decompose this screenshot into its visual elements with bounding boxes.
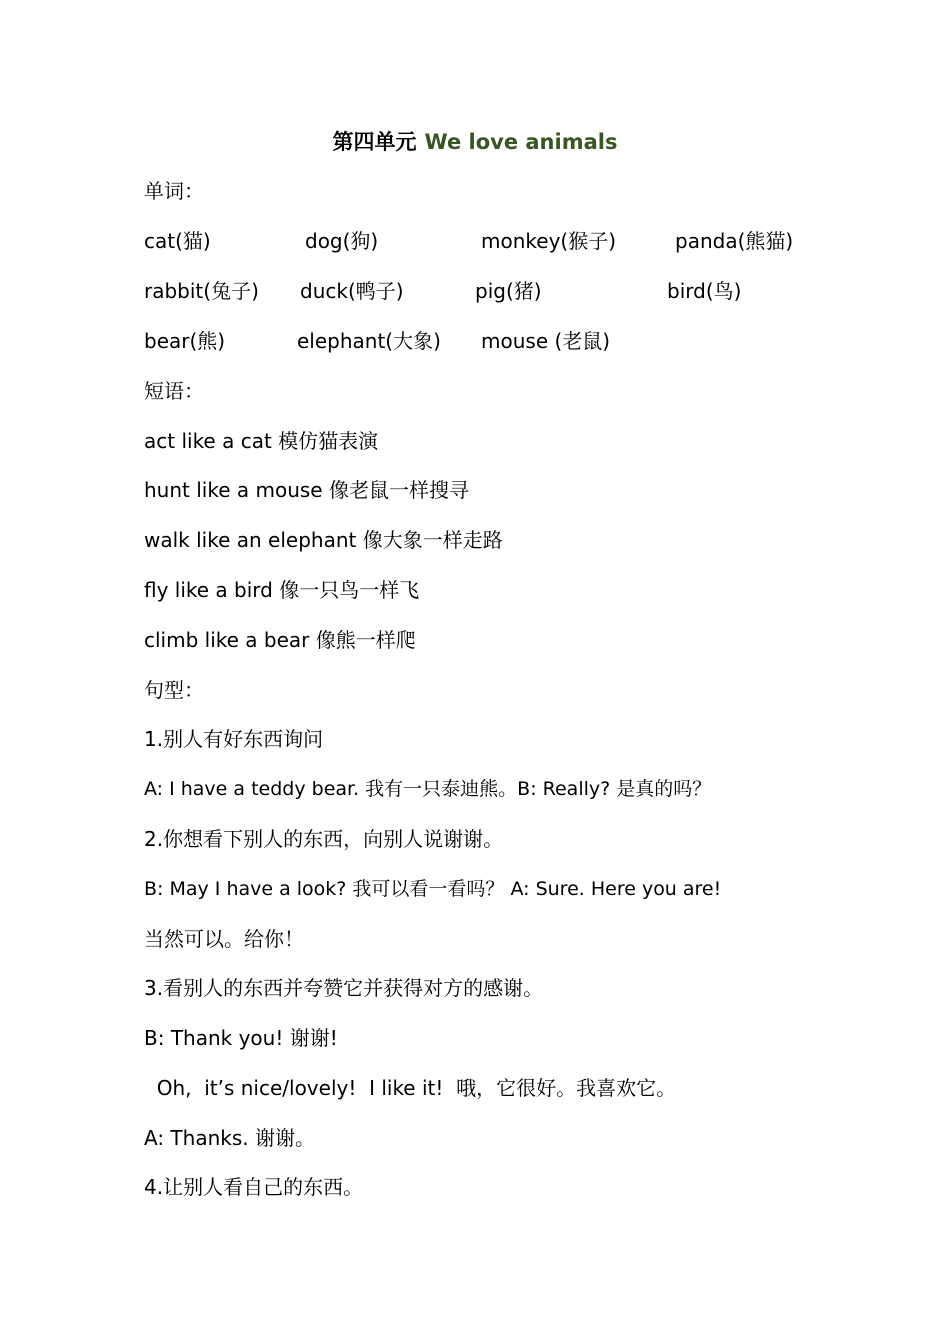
phrase-chinese: 像一只鸟一样飞 xyxy=(279,578,420,602)
vocab-word: bear(熊) xyxy=(144,329,226,353)
phrase-chinese: 模仿猫表演 xyxy=(278,429,379,453)
sentence-line: 3.看别人的东西并夸赞它并获得对方的感谢。 xyxy=(144,976,544,1000)
phrase-item xyxy=(144,427,378,455)
phrase-item xyxy=(144,576,419,604)
title-english: We love animals xyxy=(424,130,618,154)
phrase-chinese: 像老鼠一样搜寻 xyxy=(328,478,469,502)
sentence-line: B: Thank you! 谢谢! xyxy=(144,1026,338,1050)
phrase-item xyxy=(144,526,503,554)
sentence-line: 当然可以。给你！ xyxy=(144,927,304,951)
vocab-word: monkey(猴子) xyxy=(481,229,617,253)
sentences-heading: 句型： xyxy=(144,678,204,702)
sentence-line: 2.你想看下别人的东西，向别人说谢谢。 xyxy=(144,827,504,851)
vocab-heading: 单词： xyxy=(144,179,204,203)
vocab-word: elephant(大象) xyxy=(297,329,441,353)
phrase-chinese: 像熊一样爬 xyxy=(315,628,416,652)
phrase-english: walk like an elephant xyxy=(144,528,357,552)
sentence-line: B: May I have a look? 我可以看一看吗？ A: Sure. Here you are! xyxy=(144,878,722,900)
phrase-item xyxy=(144,476,469,504)
sentence-line: 4.让别人看自己的东西。 xyxy=(144,1175,364,1199)
vocab-word: mouse (老鼠) xyxy=(481,329,611,353)
vocab-word: cat(猫) xyxy=(144,229,211,253)
vocab-word: bird(鸟) xyxy=(667,279,742,303)
vocab-word: rabbit(兔子) xyxy=(144,279,259,303)
vocab-word: panda(熊猫) xyxy=(675,229,794,253)
vocab-word: dog(狗) xyxy=(305,229,379,253)
phrase-english: fly like a bird xyxy=(144,578,273,602)
sentence-line: Oh, it’s nice/lovely! I like it! 哦，它很好。我喜欢它。 xyxy=(144,1076,677,1100)
sentence-line: A: I have a teddy bear. 我有一只泰迪熊。B: Really? 是真的吗？ xyxy=(144,778,712,800)
phrases-heading: 短语： xyxy=(144,379,204,403)
sentence-line: 1.别人有好东西询问 xyxy=(144,727,324,751)
phrase-english: act like a cat xyxy=(144,429,272,453)
sentence-line: A: Thanks. 谢谢。 xyxy=(144,1126,315,1150)
phrase-english: climb like a bear xyxy=(144,628,310,652)
vocab-word: pig(猪) xyxy=(475,279,542,303)
title-chinese: 第四单元 xyxy=(332,129,417,154)
vocab-word: duck(鸭子) xyxy=(300,279,404,303)
page-title xyxy=(0,126,950,156)
phrase-chinese: 像大象一样走路 xyxy=(362,528,503,552)
phrase-english: hunt like a mouse xyxy=(144,478,323,502)
phrase-item xyxy=(144,626,416,654)
